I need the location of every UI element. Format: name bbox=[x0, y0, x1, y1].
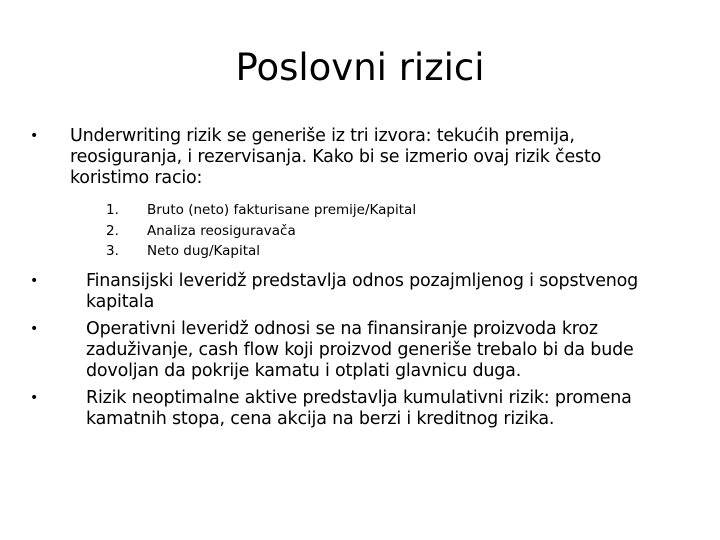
list-text: Neto dug/Kapital bbox=[147, 243, 261, 259]
bullet-item-operating-leverage bbox=[0, 319, 720, 382]
numbered-list bbox=[0, 200, 720, 262]
list-text: Bruto (neto) fakturisane premije/Kapital bbox=[147, 202, 417, 218]
list-item bbox=[0, 221, 720, 242]
bullet-item-asset-risk bbox=[0, 388, 720, 430]
bullet-item-financial-leverage bbox=[0, 271, 720, 313]
slide-title: Poslovni rizici bbox=[235, 46, 485, 89]
list-item bbox=[0, 241, 720, 262]
bullet-text: Operativni leveridž odnosi se na finansiranje proizvoda kroz zaduživanje, cash flow koji proizvod generiše trebalo bi da bude dovoljan da pokrije kamatu i otplati glavnicu duga. bbox=[86, 318, 634, 381]
list-number: 2. bbox=[106, 222, 119, 239]
slide-content bbox=[0, 126, 720, 430]
list-number: 3. bbox=[106, 243, 119, 259]
bullet-icon: • bbox=[30, 272, 39, 289]
bullet-text: Underwriting rizik se generiše iz tri izvora: tekućih premija, reosiguranja, i rezervisanja. Kako bi se izmerio ovaj rizik često koristimo racio: bbox=[70, 126, 602, 188]
bullet-icon: • bbox=[30, 128, 39, 144]
bullet-icon: • bbox=[30, 389, 39, 406]
bullet-text: Rizik neoptimalne aktive predstavlja kumulativni rizik: promena kamatnih stopa, cena akcija na berzi i kreditnog rizika. bbox=[86, 387, 632, 429]
list-text: Analiza reosiguravača bbox=[147, 222, 296, 239]
list-item bbox=[0, 200, 720, 221]
list-number: 1. bbox=[106, 202, 119, 218]
bullet-item-underwriting bbox=[0, 126, 720, 189]
bullet-icon: • bbox=[30, 320, 39, 337]
bullet-text: Finansijski leveridž predstavlja odnos pozajmljenog i sopstvenog kapitala bbox=[86, 270, 639, 312]
